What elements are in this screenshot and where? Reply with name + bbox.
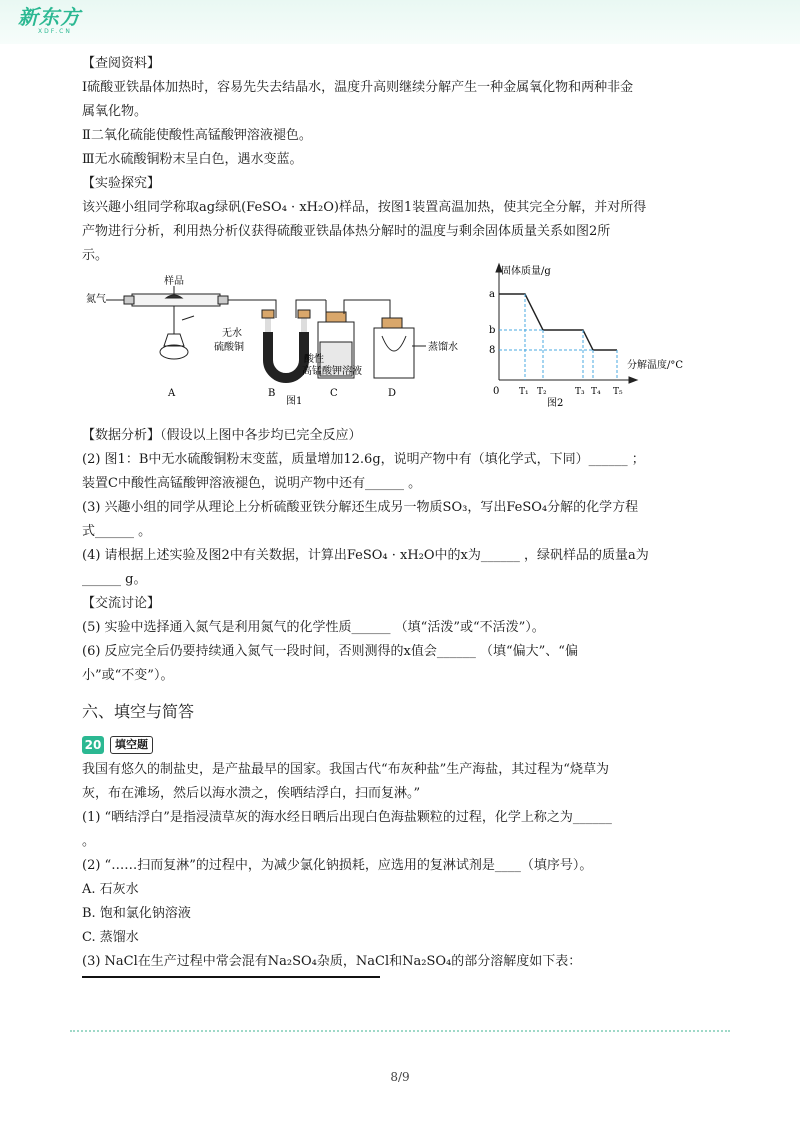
text-line: (5) 实验中选择通入氮气是利用氮气的化学性质______ （填“活泼”或“不活泼”）。: [82, 620, 545, 635]
header-band: [0, 0, 800, 44]
option-line: B. 饱和氯化钠溶液: [82, 906, 191, 921]
question-number: 20: [82, 736, 104, 754]
y-tick: b: [489, 325, 496, 336]
text-line: 我国有悠久的制盐史，是产盐最早的国家。我国古代“布灰种盐”生产海盐，其过程为“烧草为: [82, 762, 609, 777]
text-line: 【实验探究】: [82, 176, 161, 191]
question-type: 填空题: [110, 736, 153, 754]
text-line: (2) 图1：B中无水硫酸铜粉末变蓝，质量增加12.6g，说明产物中有（填化学式，下同）______ ；: [82, 452, 645, 467]
text-line: 式______ 。: [82, 524, 152, 539]
text-line: (4) 请根据上述实验及图2中有关数据，计算出FeSO₄ · xH₂O中的x为______ ，绿矾样品的质量a为: [82, 548, 649, 563]
fig1-caption: 图1: [286, 396, 303, 407]
mass-temperature-graph: [477, 260, 692, 422]
logo: [18, 6, 81, 38]
x-axis-label: 分解温度/°C: [627, 360, 684, 371]
label-b: B: [268, 388, 276, 399]
kmno4-label: 酸性: [304, 354, 324, 365]
x-tick: T₂: [537, 387, 547, 397]
page-number: 8/9: [390, 1070, 410, 1084]
figure-row: [82, 266, 712, 422]
logo-main: 新东方: [18, 5, 81, 29]
text-line: 【数据分析】（假设以上图中各步均已完全反应）: [82, 428, 362, 443]
text-line: Ⅱ二氧化硫能使酸性高锰酸钾溶液褪色。: [82, 128, 312, 143]
gas-label: 氮气: [86, 294, 106, 305]
label-a: A: [168, 388, 176, 399]
text-line: 【查阅资料】: [82, 56, 161, 71]
text-line: 该兴趣小组同学称取ag绿矾(FeSO₄ · xH₂O)样品，按图1装置高温加热，使其完全分解，并对所得: [82, 200, 647, 215]
underline-rule: [82, 976, 380, 978]
origin-label: 0: [493, 386, 500, 397]
text-line: Ⅲ无水硫酸铜粉末呈白色，遇水变蓝。: [82, 152, 303, 167]
text-line: 装置C中酸性高锰酸钾溶液褪色，说明产物中还有______ 。: [82, 476, 422, 491]
text-line: (2) “……扫而复淋”的过程中，为减少氯化钠损耗，应选用的复淋试剂是____（填序号）。: [82, 858, 593, 873]
apparatus-figure: [82, 272, 462, 422]
x-tick: T₅: [613, 387, 623, 397]
logo-sub: XDF.CN: [38, 28, 72, 35]
water-label: 蒸馏水: [428, 342, 458, 353]
text-line: 灰，布在滩场，然后以海水溃之，俟晒结浮白，扫而复淋。”: [82, 786, 421, 801]
cuso4-label: 无水: [222, 328, 242, 339]
text-line: 属氧化物。: [82, 104, 148, 119]
label-c: C: [330, 388, 338, 399]
x-tick: T₃: [575, 387, 585, 397]
text-line: (1) “晒结浮白”是指浸渍草灰的海水经日晒后出现白色海盐颗粒的过程，化学上称之为______: [82, 810, 612, 825]
cuso4-label: 硫酸铜: [214, 342, 244, 353]
x-tick: T₁: [519, 387, 529, 397]
kmno4-label: 高锰酸钾溶液: [302, 366, 362, 377]
sample-label: 样品: [164, 276, 184, 287]
x-tick: T₄: [591, 387, 601, 397]
y-tick: 8: [489, 345, 496, 356]
y-axis-label: 固体质量/g: [501, 266, 551, 277]
question-header: [82, 734, 712, 756]
document-body: [82, 52, 712, 978]
y-tick: a: [489, 289, 495, 300]
text-line: 产物进行分析，利用热分析仪获得硫酸亚铁晶体热分解时的温度与剩余固体质量关系如图2所: [82, 224, 611, 239]
text-line: ______ g。: [82, 572, 147, 587]
label-d: D: [388, 388, 397, 399]
text-line: 【交流讨论】: [82, 596, 161, 611]
option-line: C. 蒸馏水: [82, 930, 139, 945]
text-line: (3) NaCl在生产过程中常会混有Na₂SO₄杂质，NaCl和Na₂SO₄的部分溶解度如下表：: [82, 954, 582, 969]
fig2-caption: 图2: [547, 398, 564, 409]
section-title: 六、填空与简答: [82, 702, 195, 721]
text-line: (3) 兴趣小组的同学从理论上分析硫酸亚铁分解还生成另一物质SO₃，写出FeSO₄分解的化学方程: [82, 500, 639, 515]
text-line: 小”或“不变”）。: [82, 668, 174, 683]
text-line: 。: [82, 834, 96, 849]
text-line: Ⅰ硫酸亚铁晶体加热时，容易先失去结晶水，温度升高则继续分解产生一种金属氧化物和两种非金: [82, 80, 634, 95]
text-line: (6) 反应完全后仍要持续通入氮气一段时间，否则测得的x值会______ （填“偏大”、“偏: [82, 644, 578, 659]
option-line: A. 石灰水: [82, 882, 139, 897]
text-line: 示。: [82, 248, 109, 263]
footer-separator: [70, 1030, 730, 1032]
